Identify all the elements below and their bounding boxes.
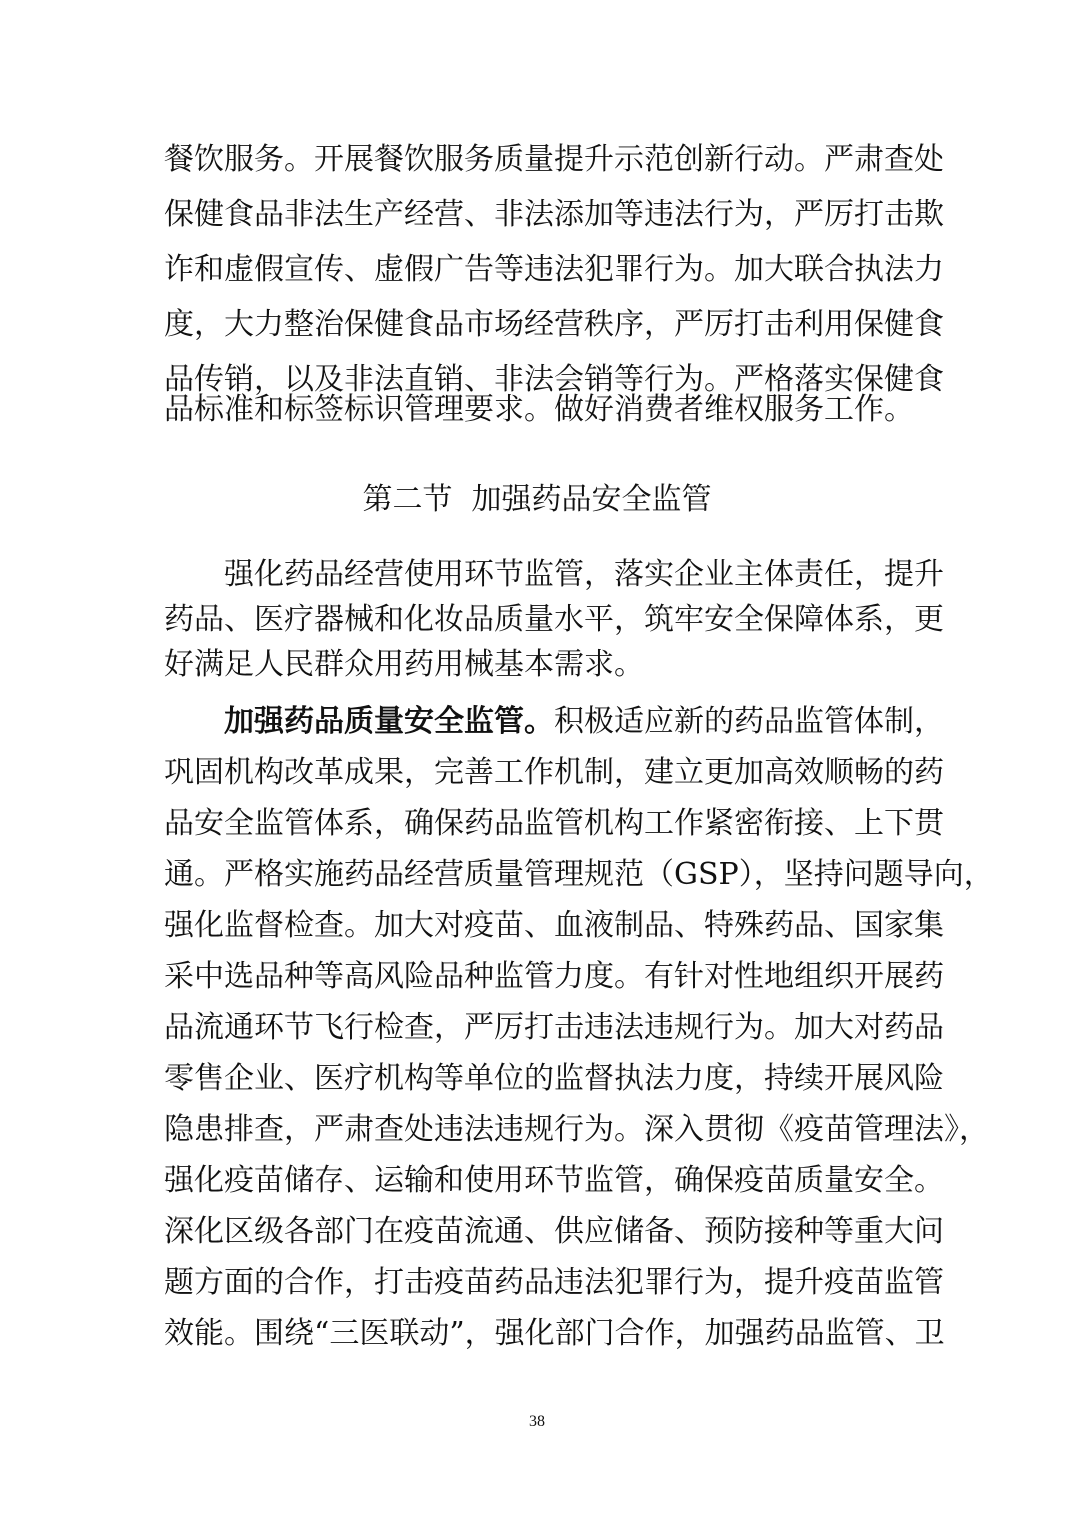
- paragraph-1-line-4: 度，大力整治保健食品市场经营秩序，严厉打击利用保健食: [164, 307, 944, 342]
- paragraph-2-line-1: 强化药品经营使用环节监管，落实企业主体责任，提升: [224, 557, 944, 592]
- page-number: 38: [529, 1413, 545, 1430]
- paragraph-1-line-6: 品标准和标签标识管理要求。做好消费者维权服务工作。: [164, 392, 914, 427]
- paragraph-3-line-7: 品流通环节飞行检查，严厉打击违法违规行为。加大对药品: [164, 1010, 944, 1045]
- paragraph-3-line-6: 采中选品种等高风险品种监管力度。有针对性地组织开展药: [164, 959, 944, 994]
- paragraph-2-line-3: 好满足人民群众用药用械基本需求。: [164, 647, 644, 682]
- paragraph-1-line-1: 餐饮服务。开展餐饮服务质量提升示范创新行动。严肃查处: [164, 142, 944, 177]
- paragraph-1-line-3: 诈和虚假宣传、虚假广告等违法犯罪行为。加大联合执法力: [164, 252, 944, 287]
- paragraph-3-line-5: 强化监督检查。加大对疫苗、血液制品、特殊药品、国家集: [164, 908, 944, 943]
- section-title: 第二节 加强药品安全监管: [362, 482, 712, 517]
- paragraph-3-heading: 加强药品质量安全监管。: [224, 704, 554, 739]
- paragraph-3-line-2: 巩固机构改革成果，完善工作机制，建立更加高效顺畅的药: [164, 755, 944, 790]
- paragraph-1-line-2: 保健食品非法生产经营、非法添加等违法行为，严厉打击欺: [164, 197, 944, 232]
- paragraph-3-line-3: 品安全监管体系，确保药品监管机构工作紧密衔接、上下贯: [164, 806, 944, 841]
- paragraph-3-line-8: 零售企业、医疗机构等单位的监督执法力度，持续开展风险: [164, 1061, 944, 1096]
- paragraph-3-line-4: 通。严格实施药品经营质量管理规范（GSP），坚持问题导向，: [164, 857, 994, 892]
- paragraph-3-line-10: 强化疫苗储存、运输和使用环节监管，确保疫苗质量安全。: [164, 1163, 944, 1198]
- paragraph-3-line-13: 效能。围绕“三医联动”，强化部门合作，加强药品监管、卫: [164, 1316, 945, 1351]
- paragraph-3-first-line-rest: 积极适应新的药品监管体制，: [554, 704, 944, 739]
- paragraph-3-line-1: [224, 696, 944, 748]
- paragraph-3-line-11: 深化区级各部门在疫苗流通、供应储备、预防接种等重大问: [164, 1214, 944, 1249]
- paragraph-1-line-5: 品传销，以及非法直销、非法会销等行为。严格落实保健食: [164, 362, 944, 397]
- paragraph-3-line-9: 隐患排查，严肃查处违法违规行为。深入贯彻《疫苗管理法》，: [164, 1112, 989, 1147]
- paragraph-3-line-12: 题方面的合作，打击疫苗药品违法犯罪行为，提升疫苗监管: [164, 1265, 944, 1300]
- paragraph-2-line-2: 药品、医疗器械和化妆品质量水平，筑牢安全保障体系，更: [164, 602, 944, 637]
